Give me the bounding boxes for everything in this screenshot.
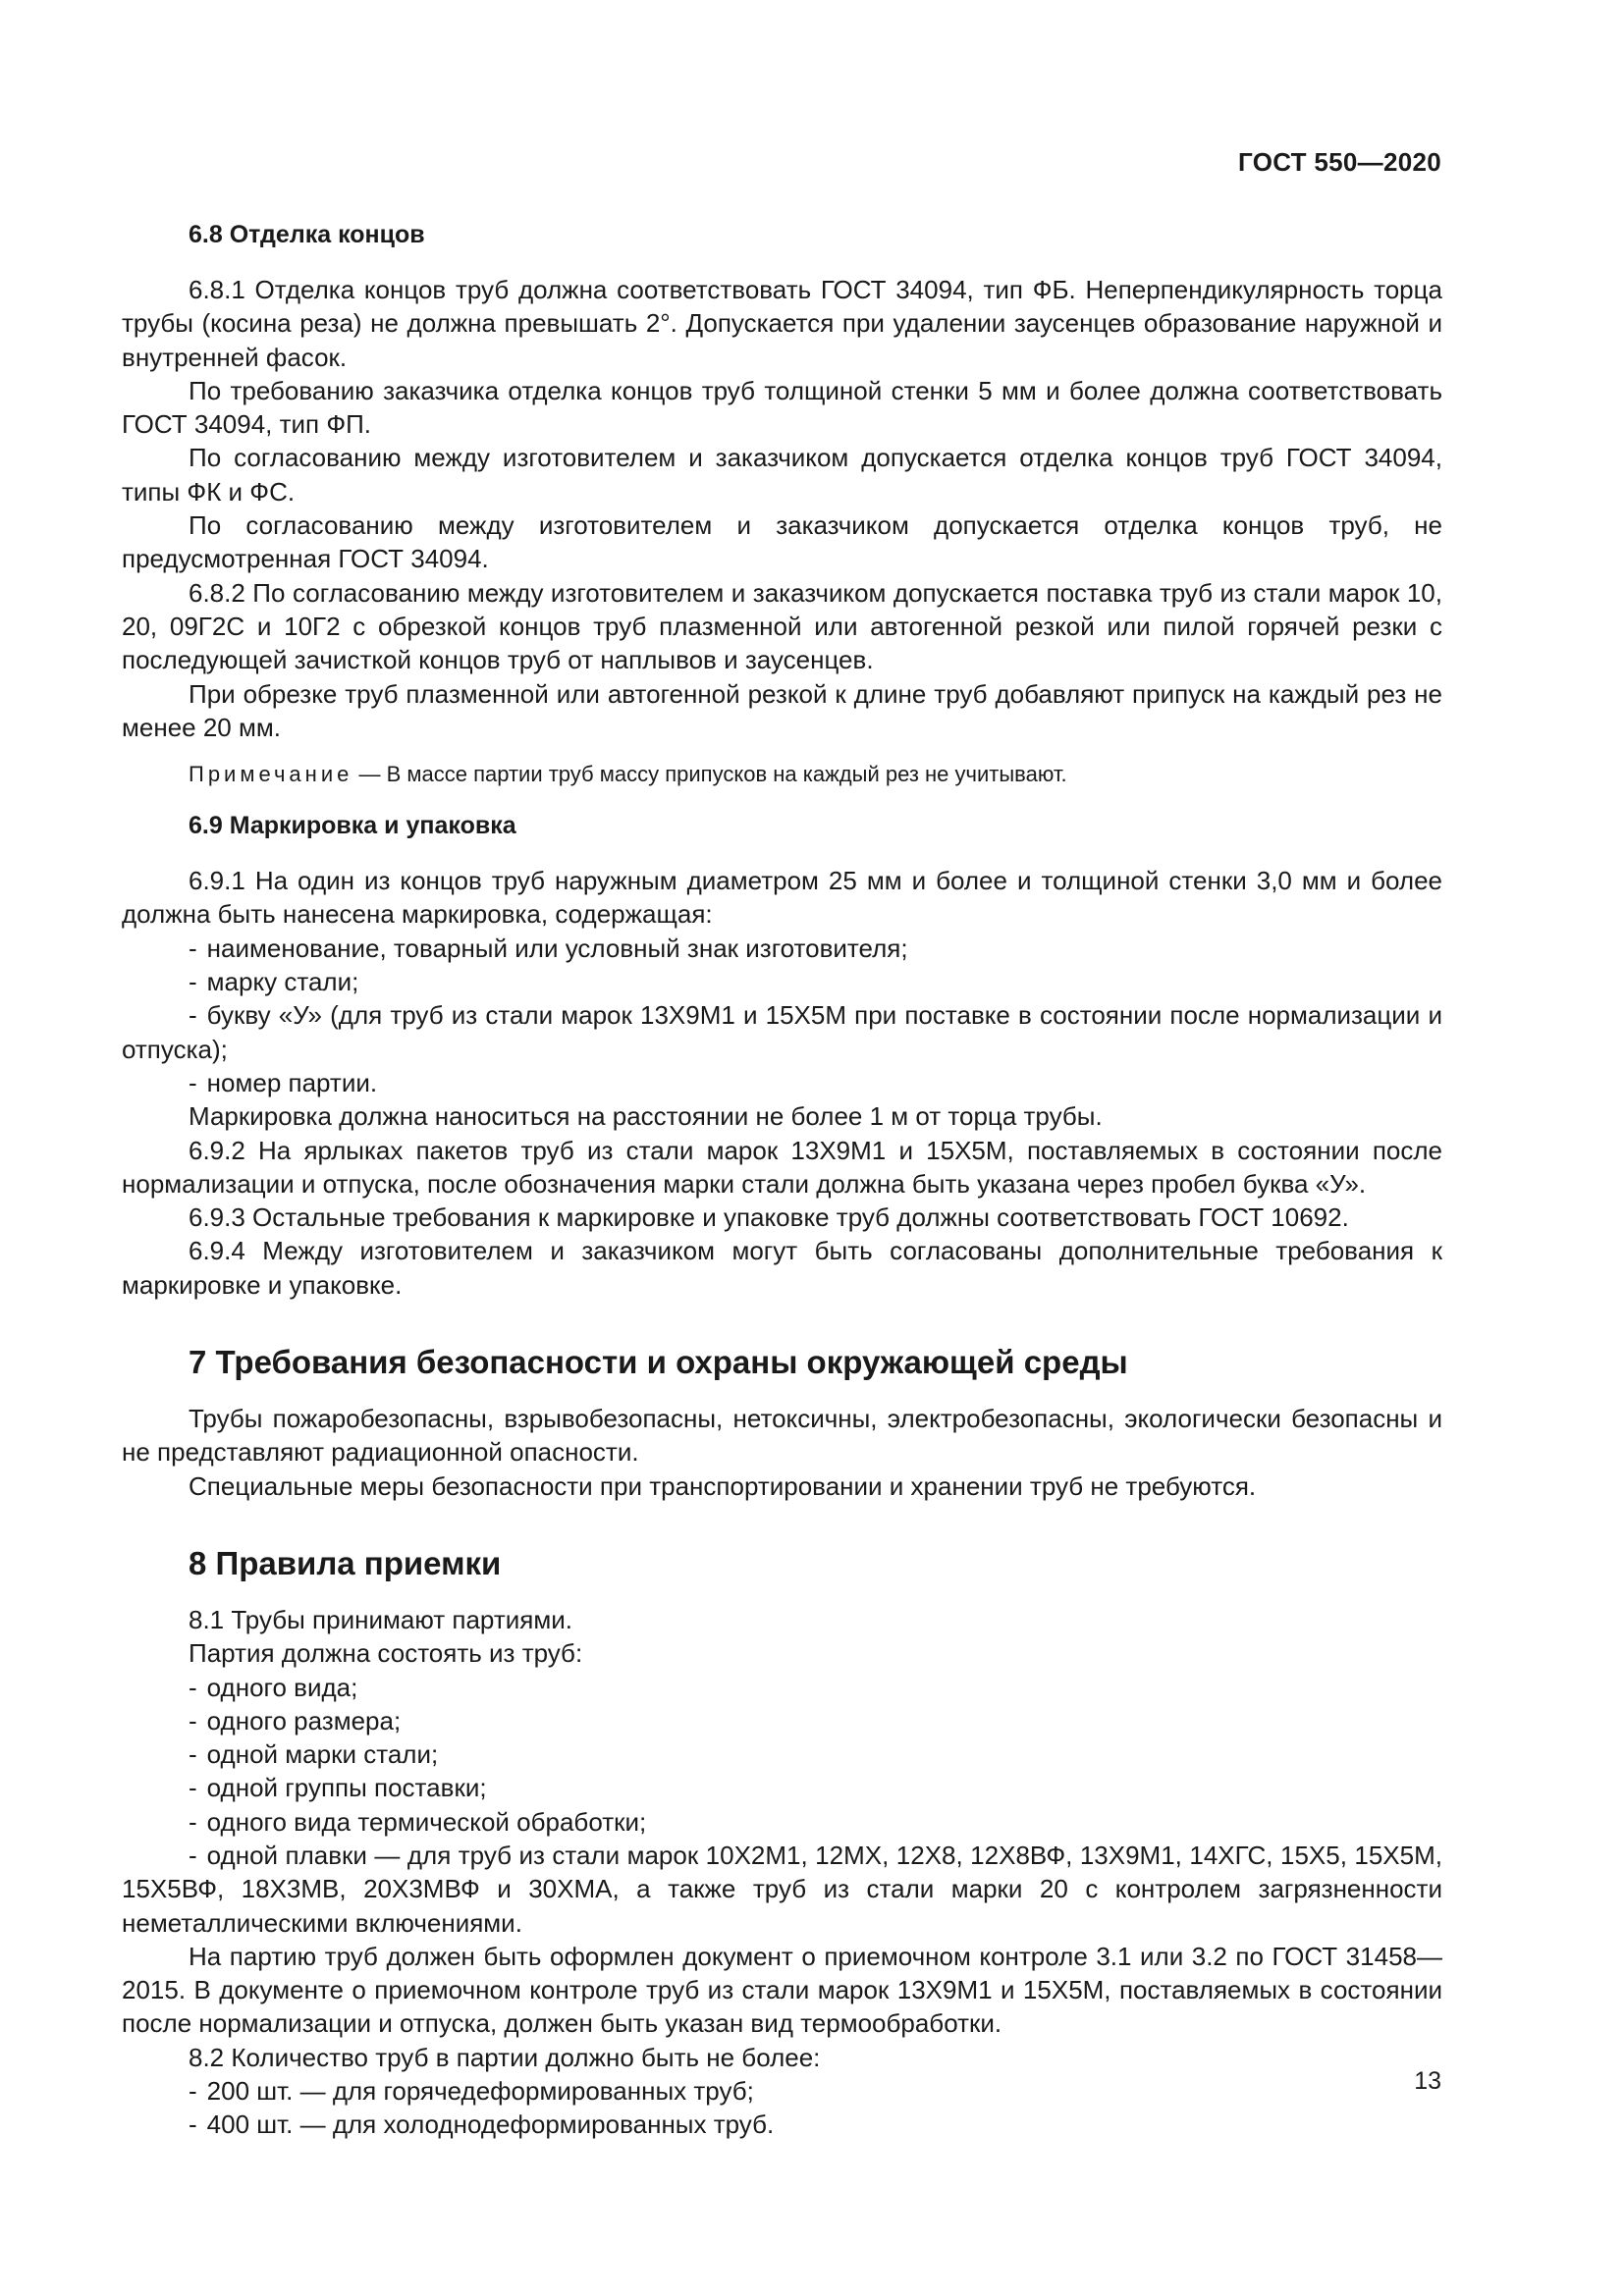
paragraph-6-8-2: 6.8.2 По согласованию между изготовителем и заказчиком допускается поставка труб из стали марок 10, 20, 09Г2С и 10Г2 с обрезкой концов труб плазменной или автогенной резкой или пилой горячей резки с последующей зачисткой концов труб от наплывов и заусенцев. [122,577,1442,675]
paragraph-8-2: 8.2 Количество труб в партии должно быть не более: [189,2042,821,2072]
list-marker: - [189,1840,197,1870]
list-marker: - [189,967,197,997]
paragraph-6-9-3: 6.9.3 Остальные требования к маркировке и упаковке труб должны соответствовать ГОСТ 10692. [189,1202,1349,1233]
list-item: - одного вида; [189,1672,358,1702]
section-heading-7: 7 Требования безопасности и охраны окружающей среды [189,1344,1128,1381]
page-content [122,218,1442,2142]
lot-quantity-list [122,2074,1442,2142]
list-item: - одного вида термической обработки; [189,1806,647,1837]
paragraph: При обрезке труб плазменной или автогенной резкой к длине труб добавляют припуск на каждый рез не менее 20 мм. [122,678,1442,742]
paragraph: По согласованию между изготовителем и заказчиком допускается отделка концов труб ГОСТ 34094, типы ФК и ФС. [122,443,1442,507]
note [122,760,1442,789]
paragraph-8-1: 8.1 Трубы принимают партиями. [189,1604,572,1634]
lot-composition-list [122,1671,1442,1940]
paragraph: Партия должна состоять из труб: [189,1638,583,1669]
list-marker: - [189,2109,197,2140]
list-item: - 200 шт. — для горячедеформированных труб; [189,2076,754,2107]
list-item: - номер партии. [189,1067,378,1097]
subsection-heading-6-9: 6.9 Маркировка и упаковка [189,812,516,840]
paragraph: Специальные меры безопасности при транспортировании и хранении труб не требуются. [189,1470,1257,1501]
list-marker: - [189,1000,197,1031]
note-text: — В массе партии труб массу припусков на каждый рез не учитывают. [352,762,1067,787]
list-item: - наименование, товарный или условный знак изготовителя; [189,933,908,963]
document-code: ГОСТ 550—2020 [1238,147,1441,177]
section-heading-8: 8 Правила приемки [189,1544,502,1581]
list-marker: - [189,1672,197,1702]
paragraph: По согласованию между изготовителем и заказчиком допускается отделка концов труб, не предусмотренная ГОСТ 34094. [122,510,1442,574]
list-item: - одного размера; [189,1705,402,1735]
list-item: - одной марки стали; [189,1739,439,1770]
paragraph: Маркировка должна наноситься на расстоянии не более 1 м от торца трубы. [189,1101,1103,1132]
list-item: - одной группы поставки; [189,1773,487,1803]
paragraph: По требованию заказчика отделка концов труб толщиной стенки 5 мм и более должна соответствовать ГОСТ 34094, тип ФП. [122,375,1442,440]
list-marker: - [189,1773,197,1803]
list-item: - одной плавки — для труб из стали марок 10Х2М1, 12МХ, 12Х8, 12Х8ВФ, 13Х9М1, 14ХГС, 15Х5, 15Х5М, 15Х5ВФ, 18Х3МВ, 20Х3МВФ и 30ХМА, а также труб из стали марки 20 с контролем загрязненности неметаллическими включениями. [122,1840,1442,1938]
list-marker: - [189,1067,197,1097]
list-marker: - [189,933,197,963]
list-marker: - [189,1739,197,1770]
list-marker: - [189,1806,197,1837]
paragraph: Трубы пожаробезопасны, взрывобезопасны, нетоксичны, электробезопасны, экологически безопасны и не представляют радиационной опасности. [122,1404,1442,1468]
page-number: 13 [1414,2067,1441,2095]
subsection-heading-6-8: 6.8 Отделка концов [189,221,425,248]
note-label: Примечание [189,762,353,787]
paragraph-6-9-1: 6.9.1 На один из концов труб наружным диаметром 25 мм и более и толщиной стенки 3,0 мм и более должна быть нанесена маркировка, содержащая: [122,866,1442,930]
paragraph-6-9-2: 6.9.2 На ярлыках пакетов труб из стали марок 13Х9М1 и 15Х5М, поставляемых в состоянии после нормализации и отпуска, после обозначения марки стали должна быть указана через пробел буква «У». [122,1135,1442,1199]
list-marker: - [189,1705,197,1735]
list-marker: - [189,2076,197,2107]
paragraph: На партию труб должен быть оформлен документ о приемочном контроле 3.1 или 3.2 по ГОСТ 31458—2015. В документе о приемочном контроле труб из стали марок 13Х9М1 и 15Х5М, поставляемых в состоянии после нормализации и отпуска, должен быть указан вид термообработки. [122,1941,1442,2039]
list-item: - букву «У» (для труб из стали марок 13Х9М1 и 15Х5М при поставке в состоянии после нормализации и отпуска); [122,1000,1442,1064]
list-item: - 400 шт. — для холоднодеформированных труб. [189,2109,775,2140]
paragraph-6-8-1: 6.8.1 Отделка концов труб должна соответствовать ГОСТ 34094, тип ФБ. Неперпендикулярность торца трубы (косина реза) не должна превышать 2°. Допускается при удалении заусенцев образование наружной и внутренней фасок. [122,275,1442,372]
list-item: - марку стали; [189,967,359,997]
marking-list [122,932,1442,1099]
paragraph-6-9-4: 6.9.4 Между изготовителем и заказчиком могут быть согласованы дополнительные требования к маркировке и упаковке. [122,1236,1442,1300]
